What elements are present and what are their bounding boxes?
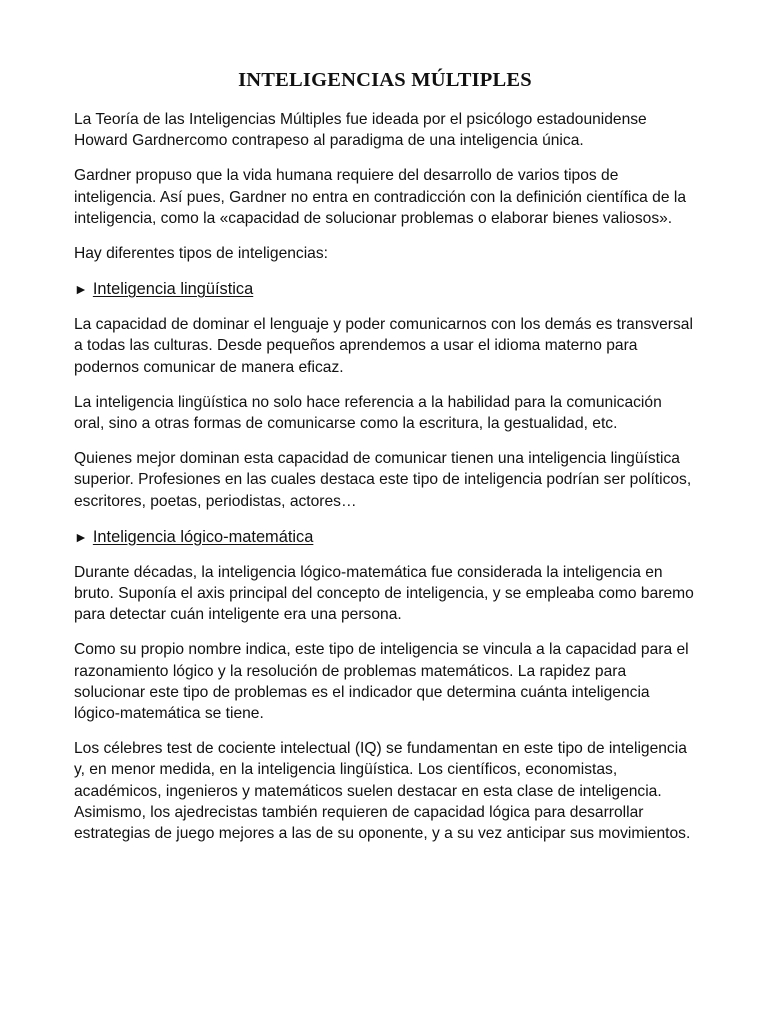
section-paragraph: Quienes mejor dominan esta capacidad de comunicar tienen una inteligencia lingüística superior. Profesiones en las cuales destaca este tipo de inteligencia podrían ser políticos, escritores, poetas, periodistas, actores…	[74, 450, 692, 510]
arrow-right-icon: ►	[74, 528, 88, 545]
section-heading-label: Inteligencia lógico-matemática	[92, 527, 314, 546]
document-body	[74, 66, 696, 858]
section-paragraph: Como su propio nombre indica, este tipo de inteligencia se vincula a la capacidad para el razonamiento lógico y la resolución de problemas matemáticos. La rapidez para solucionar este tipo de problemas es el indicador que determina cuánta inteligencia lógico-matemática se tiene.	[74, 641, 689, 723]
page-title: INTELIGENCIAS MÚLTIPLES	[238, 69, 532, 91]
section-heading-label: Inteligencia lingüística	[92, 280, 254, 299]
intro-paragraph: La Teoría de las Inteligencias Múltiples fue ideada por el psicólogo estadounidense Howard Gardnercomo contrapeso al paradigma de una inteligencia única.	[74, 111, 647, 150]
intro-paragraph: Gardner propuso que la vida humana requiere del desarrollo de varios tipos de inteligencia. Así pues, Gardner no entra en contradicción con la definición científica de la inteligencia, como la «capacidad de solucionar problemas o elaborar bienes valiosos».	[74, 167, 686, 227]
arrow-right-icon: ►	[74, 281, 88, 298]
section-paragraph: La inteligencia lingüística no solo hace referencia a la habilidad para la comunicación oral, sino a otras formas de comunicarse como la escritura, la gestualidad, etc.	[74, 393, 662, 433]
section-paragraph: La capacidad de dominar el lenguaje y poder comunicarnos con los demás es transversal a todas las culturas. Desde pequeños aprendemos a usar el idioma materno para podernos comunicar de manera eficaz.	[74, 316, 693, 376]
section-heading-linguistica	[74, 278, 696, 300]
section-paragraph: Durante décadas, la inteligencia lógico-matemática fue considerada la inteligencia en bruto. Suponía el axis principal del concepto de inteligencia, y se empleaba como baremo para detectar cuán inteligente era una persona.	[74, 563, 694, 624]
section-heading-logico-matematica	[74, 526, 696, 548]
section-paragraph: Los célebres test de cociente intelectual (IQ) se fundamentan en este tipo de inteligencia y, en menor medida, en la inteligencia lingüística. Los científicos, economistas, académicos, ingenieros y matemáticos suelen destacar en esta clase de inteligencia. Asimismo, los ajedrecistas también requieren de capacidad lógica para desarrollar estrategias de juego mejores a las de su oponente, y a su vez anticipar sus movimientos.	[74, 740, 691, 843]
intro-paragraph: Hay diferentes tipos de inteligencias:	[74, 245, 328, 263]
